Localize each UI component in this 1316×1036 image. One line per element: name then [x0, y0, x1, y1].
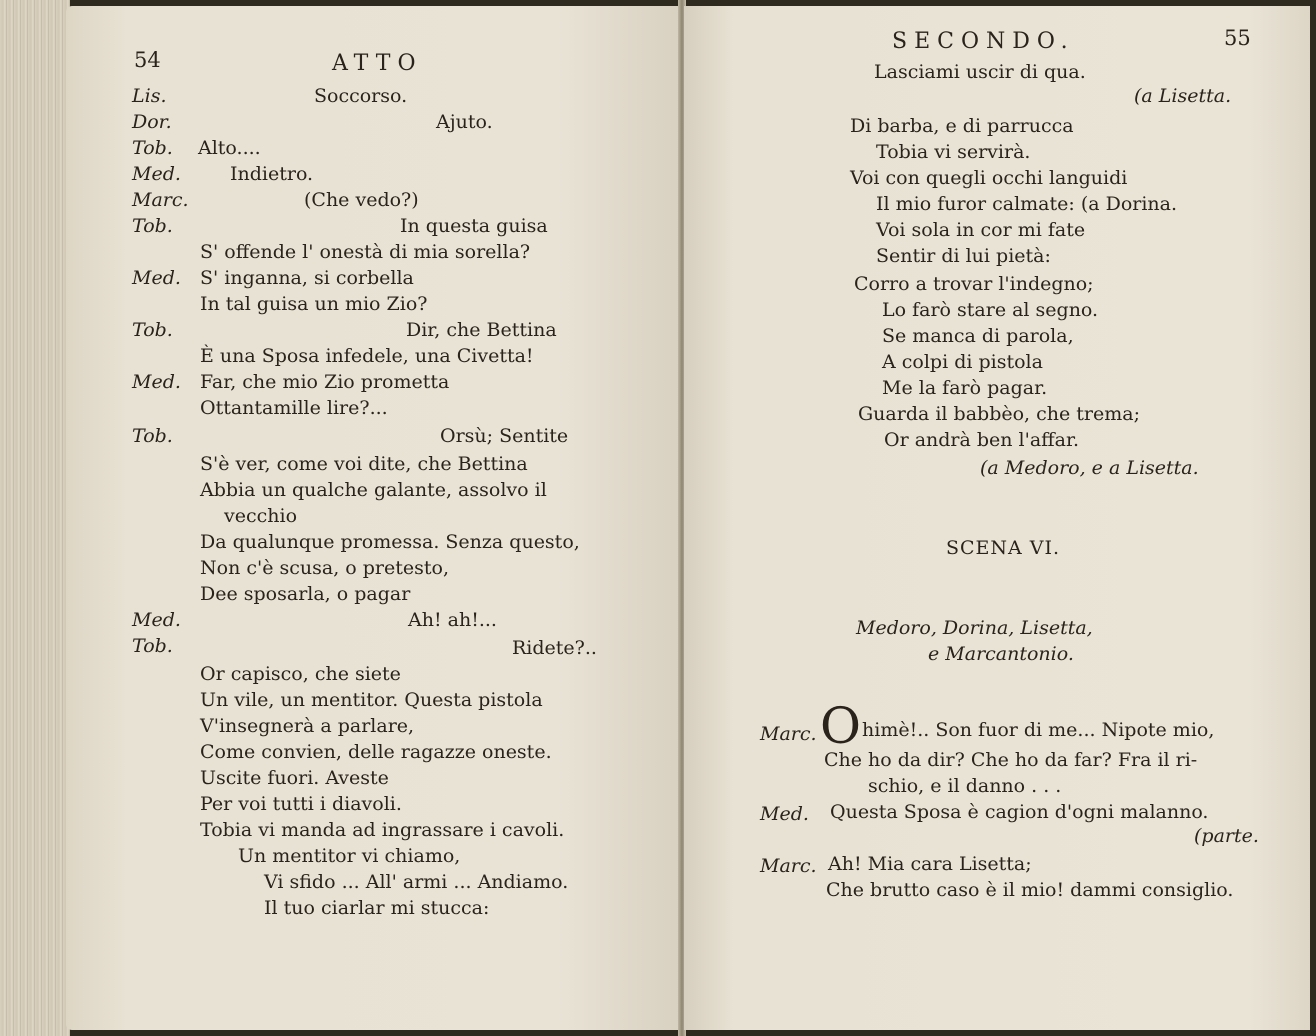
- verse-line: In questa guisa: [400, 215, 548, 237]
- speaker: Tob.: [132, 215, 173, 237]
- page-number: 55: [1224, 26, 1251, 50]
- speaker: Lis.: [132, 85, 167, 107]
- speaker: Med.: [132, 267, 181, 289]
- speaker: Med.: [132, 163, 181, 185]
- speaker: Tob.: [132, 137, 173, 159]
- verse-line: Uscite fuori. Aveste: [200, 767, 389, 789]
- verse-line: Indietro.: [230, 163, 314, 185]
- speaker: Med.: [760, 803, 809, 825]
- verse-line: Voi sola in cor mi fate: [876, 219, 1086, 241]
- speaker: Marc.: [760, 723, 817, 745]
- verse-line: S'è ver, come voi dite, che Bettina: [200, 453, 528, 475]
- stage-direction: (a Medoro, e a Lisetta.: [980, 457, 1199, 479]
- speaker: Marc.: [132, 189, 189, 211]
- speaker: Tob.: [132, 635, 173, 657]
- verse-line: Ajuto.: [436, 111, 493, 133]
- speaker: Med.: [132, 609, 181, 631]
- verse-line: V'insegnerà a parlare,: [200, 715, 415, 737]
- verse-line: Non c'è scusa, o pretesto,: [200, 557, 449, 579]
- left-page: [66, 6, 680, 1030]
- speaker: Tob.: [132, 425, 173, 447]
- running-head: SECONDO.: [892, 29, 1075, 54]
- verse-line: Come convien, delle ragazze oneste.: [200, 741, 552, 763]
- verse-line: Abbia un qualche galante, assolvo il: [200, 479, 547, 501]
- verse-line: Dee sposarla, o pagar: [200, 583, 411, 605]
- right-page: [684, 6, 1310, 1030]
- verse-line: Far, che mio Zio prometta: [200, 371, 450, 393]
- characters-list: Medoro, Dorina, Lisetta,: [856, 617, 1093, 639]
- verse-line: Guarda il babbèo, che trema;: [858, 403, 1140, 425]
- verse-line: Che brutto caso è il mio! dammi consiglio.: [826, 879, 1234, 901]
- verse-line: Il tuo ciarlar mi stucca:: [264, 897, 490, 919]
- verse-line: Ah! ah!...: [408, 609, 497, 631]
- verse-line: A colpi di pistola: [882, 351, 1043, 373]
- verse-line: Per voi tutti i diavoli.: [200, 793, 402, 815]
- verse-line: himè!.. Son fuor di me... Nipote mio,: [862, 719, 1215, 741]
- verse-line: Da qualunque promessa. Senza questo,: [200, 531, 580, 553]
- verse-line: Or capisco, che siete: [200, 663, 401, 685]
- verse-line: Voi con quegli occhi languidi: [850, 167, 1128, 189]
- page-edges: [0, 0, 70, 1036]
- verse-line: Se manca di parola,: [882, 325, 1074, 347]
- verse-line: Che ho da dir? Che ho da far? Fra il ri-: [824, 749, 1198, 771]
- speaker: Med.: [132, 371, 181, 393]
- verse-line: schio, e il danno . . .: [868, 775, 1062, 797]
- verse-line: Un vile, un mentitor. Questa pistola: [200, 689, 543, 711]
- verse-line: Me la farò pagar.: [882, 377, 1048, 399]
- characters-list: e Marcantonio.: [928, 643, 1074, 665]
- verse-line: Ottantamille lire?...: [200, 397, 388, 419]
- verse-line: Tobia vi servirà.: [876, 141, 1031, 163]
- verse-line: Sentir di lui pietà:: [876, 245, 1051, 267]
- running-head: ATTO: [332, 51, 423, 76]
- speaker: Dor.: [132, 111, 172, 133]
- verse-line: È una Sposa infedele, una Civetta!: [200, 345, 534, 367]
- verse-line: Lo farò stare al segno.: [882, 299, 1099, 321]
- verse-line: Ridete?..: [512, 637, 597, 659]
- drop-cap: O: [820, 697, 861, 755]
- verse-line: Or andrà ben l'affar.: [884, 429, 1080, 451]
- scene-heading: SCENA VI.: [946, 537, 1061, 559]
- verse-line: Soccorso.: [314, 85, 408, 107]
- verse-line: S' offende l' onestà di mia sorella?: [200, 241, 531, 263]
- verse-line: Alto....: [198, 137, 261, 159]
- verse-line: Dir, che Bettina: [406, 319, 557, 341]
- stage-direction: (a Lisetta.: [1134, 85, 1232, 107]
- verse-line: In tal guisa un mio Zio?: [200, 293, 428, 315]
- verse-line: (Che vedo?): [304, 189, 419, 211]
- verse-line: S' inganna, si corbella: [200, 267, 414, 289]
- page-number: 54: [134, 48, 161, 72]
- verse-line: Un mentitor vi chiamo,: [238, 845, 461, 867]
- verse-line: Lasciami uscir di qua.: [874, 61, 1086, 83]
- verse-line: Di barba, e di parrucca: [850, 115, 1074, 137]
- verse-line: Corro a trovar l'indegno;: [854, 273, 1094, 295]
- verse-line: Vi sfido ... All' armi ... Andiamo.: [264, 871, 569, 893]
- verse-line: Questa Sposa è cagion d'ogni malanno.: [830, 801, 1209, 823]
- verse-line: vecchio: [224, 505, 298, 527]
- speaker: Marc.: [760, 855, 817, 877]
- speaker: Tob.: [132, 319, 173, 341]
- verse-line: Ah! Mia cara Lisetta;: [828, 853, 1032, 875]
- stage-direction: (parte.: [1194, 825, 1259, 847]
- verse-line: Tobia vi manda ad ingrassare i cavoli.: [200, 819, 565, 841]
- verse-line: Il mio furor calmate: (a Dorina.: [876, 193, 1178, 215]
- verse-line: Orsù; Sentite: [440, 425, 569, 447]
